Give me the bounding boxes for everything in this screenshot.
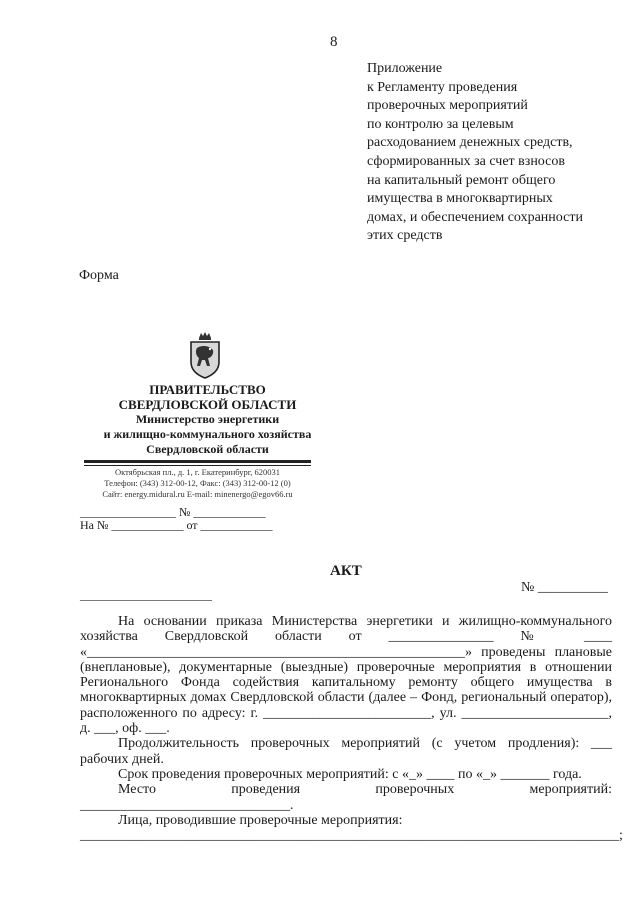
org-line: Свердловской области [146, 442, 269, 456]
appendix-line: расходованием денежных средств, [367, 135, 573, 151]
appendix-line: Приложение [367, 61, 443, 76]
form-label: Форма [79, 268, 119, 283]
paragraph-inspectors: Лица, проводившие проверочные мероприятия: [118, 812, 403, 828]
paragraph-basis: На основании приказа Министерства энергетики и жилищно-коммунального хозяйства Свердловской области от _______________ № ____ «______________________________________________________» проведены плановые (внеплановые), документарные (выездные) проверочные мероприятия в отношении Регионального Фонда содействия капитальному ремонту общего имущества в многоквартирных домах Свердловской области (далее – Фонд, региональный оператор), расположенного по адресу: г. ________________________, ул. _____________________, д. ___, оф. ___. [80, 614, 612, 737]
act-body [80, 614, 623, 844]
org-line: Министерство энергетики [135, 412, 280, 426]
contact-web: Сайт: energy.midural.ru E-mail: minenergo@egov66.ru [102, 489, 293, 499]
appendix-line: по контролю за целевым [367, 116, 514, 132]
paragraph-location: Место проведения проверочных мероприятий: ______________________________. [80, 782, 612, 813]
appendix-line: этих средств [367, 228, 443, 244]
appendix-line: к Регламенту проведения [367, 79, 518, 95]
page-number: 8 [330, 34, 338, 50]
contact-info [80, 467, 315, 500]
appendix-line: сформированных за счет взносов [367, 153, 565, 169]
appendix-line: на капитальный ремонт общего [367, 172, 556, 188]
act-title: АКТ [330, 563, 362, 579]
contact-phone: Телефон: (343) 312-00-12, Факс: (343) 312-00-12 (0) [104, 478, 291, 488]
paragraph-duration: Продолжительность проверочных мероприятий (с учетом продления): ___ рабочих дней. [80, 736, 612, 767]
org-line: и жилищно-коммунального хозяйства [103, 427, 312, 441]
registration-line: ________________ № ____________ [80, 505, 266, 519]
appendix-line: имущества в многоквартирных [367, 191, 553, 207]
act-number: № __________ [521, 580, 608, 595]
letterhead-divider [84, 460, 311, 466]
reference-line: На № ____________ от ____________ [80, 518, 273, 532]
act-place-line: ______________________ [80, 588, 212, 602]
paragraph-period: Срок проведения проверочных мероприятий: с «_» ____ по «_» _______ года. [118, 766, 582, 782]
organization-name [80, 382, 335, 457]
inspectors-line: _____________________________________________________________________________; [80, 828, 623, 844]
org-line: ПРАВИТЕЛЬСТВО [149, 382, 266, 397]
contact-address: Октябрьская пл., д. 1, г. Екатеринбург, 620031 [114, 467, 281, 477]
coat-of-arms-icon [187, 330, 223, 380]
org-line: СВЕРДЛОВСКОЙ ОБЛАСТИ [118, 397, 297, 412]
appendix-line: домах, и обеспечением сохранности [367, 209, 583, 225]
appendix-line: проверочных мероприятий [367, 98, 528, 114]
appendix-block [367, 60, 637, 246]
